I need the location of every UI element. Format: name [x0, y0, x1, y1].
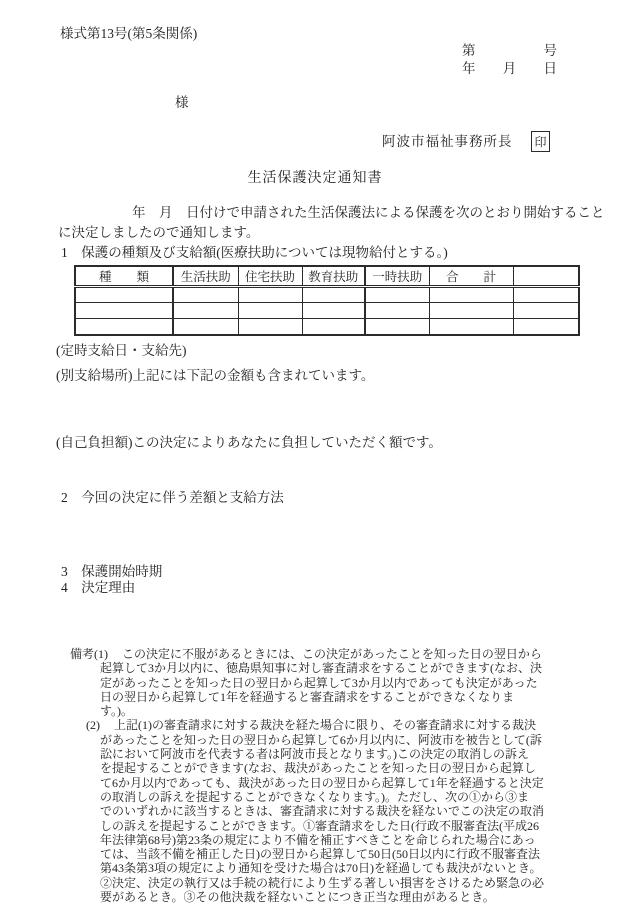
form-number: 様式第13号(第5条関係)	[60, 26, 198, 41]
table-cell	[513, 319, 579, 335]
date-day-label: 日	[543, 61, 557, 76]
note-scheduled-payment: (定時支給日・支給先)	[56, 343, 187, 358]
remark-1-line-3: 定があったことを知った日の翌日から起算して3か月以内であっても決定があった	[100, 675, 538, 690]
remark-2-line-10: ては、当該不備を補正した日)の翌日から起算して50日(50日以内に行政不服審査法	[100, 847, 540, 862]
remark-2-line-2: があったことを知った日の翌日から起算して6か月以内に、阿波市を被告として(訴	[100, 732, 542, 747]
remarks-section	[0, 647, 630, 904]
section-item-1: 1 保護の種類及び支給額(医療扶助については現物給付とする。)	[61, 245, 448, 260]
document-number-line	[462, 42, 557, 60]
section-item-3: 3 保護開始時期	[61, 564, 163, 579]
remark-2-line-6: の取消しの訴えを提起することができなくなります。)。ただし、次の①から③ま	[100, 789, 530, 804]
issuer-name: 阿波市福祉事務所長	[382, 134, 513, 149]
remark-1-number: (1)	[94, 647, 109, 661]
col-header-blank	[513, 266, 579, 287]
addressee-suffix: 様	[175, 95, 189, 110]
table-cell	[365, 319, 429, 335]
table-cell	[302, 287, 365, 303]
remark-2-line-3: 訟において阿波市を代表する者は阿波市長となります。)この決定の取消しの訴え	[100, 747, 530, 762]
col-header-housing-aid: 住宅扶助	[238, 266, 302, 287]
table-cell	[173, 303, 238, 319]
table-cell	[513, 303, 579, 319]
document-title: 生活保護決定通知書	[247, 171, 383, 186]
remark-2-line-1	[0, 718, 630, 732]
col-header-kind: 種 類	[75, 266, 173, 287]
remark-1-text: この決定に不服があるときには、この決定があったことを知った日の翌日から	[122, 647, 542, 661]
benefits-table	[74, 265, 580, 336]
table-cell	[238, 303, 302, 319]
table-cell	[429, 319, 513, 335]
table-cell	[429, 287, 513, 303]
col-header-livelihood-aid: 生活扶助	[173, 266, 238, 287]
doc-number-prefix: 第	[462, 43, 476, 58]
note-separate-payment: (別支給場所)上記には下記の金額も含まれています。	[56, 368, 375, 383]
table-cell	[429, 303, 513, 319]
remark-2-line-9: 年法律第68号)第23条の規定により不備を補正すべきことを命じられた場合にあっ	[100, 832, 536, 847]
intro-line-2: に決定しましたので通知します。	[58, 225, 260, 240]
table-cell	[75, 303, 173, 319]
intro-line-1: 年 月 日付けで申請された生活保護法による保護を次のとおり開始すること	[132, 205, 605, 220]
table-cell	[302, 303, 365, 319]
table-cell	[365, 303, 429, 319]
remark-2-line-5: て6か月以内であっても、裁決があった日の翌日から起算して1年を経過すると決定	[100, 775, 544, 790]
date-line	[462, 60, 557, 78]
remark-2-text: 上記(1)の審査請求に対する裁決を経た場合に限り、その審査請求に対する裁決	[114, 718, 536, 733]
table-cell	[238, 287, 302, 303]
seal-stamp: 印	[531, 131, 550, 152]
table-row	[75, 319, 579, 335]
table-header-row	[75, 266, 579, 287]
remark-2-line-12: ②決定、決定の執行又は手続の続行により生ずる著しい損害をさけるため緊急の必	[100, 875, 545, 890]
table-row	[75, 287, 579, 303]
col-header-education-aid: 教育扶助	[302, 266, 365, 287]
col-header-temporary-aid: 一時扶助	[365, 266, 429, 287]
remark-2-number: (2)	[86, 718, 100, 733]
remarks-label: 備考	[70, 647, 95, 661]
table-cell	[238, 319, 302, 335]
table-cell	[173, 319, 238, 335]
section-item-2: 2 今回の決定に伴う差額と支給方法	[61, 490, 284, 505]
section-item-4: 4 決定理由	[61, 580, 136, 595]
col-header-total: 合 計	[429, 266, 513, 287]
remark-1-line-4: 日の翌日から起算して1年を経過すると審査請求をすることができなくなりま	[100, 689, 515, 704]
remark-2-line-4: を提起することができます(なお、裁決があったことを知った日の翌日から起算し	[100, 761, 536, 776]
table-cell	[173, 287, 238, 303]
table-cell	[75, 287, 173, 303]
table-cell	[513, 287, 579, 303]
table-cell	[75, 319, 173, 335]
remark-2-line-13: 要があるとき。③その他決裁を経ないことにつき正当な理由があるとき。	[100, 890, 495, 905]
table-cell	[365, 287, 429, 303]
remark-1-line-2: 起算して3か月以内に、徳島県知事に対し審査請求をすることができます(なお、決	[100, 661, 542, 676]
date-year-label: 年	[462, 61, 476, 76]
table-cell	[302, 319, 365, 335]
date-month-label: 月	[502, 61, 517, 76]
table-row	[75, 303, 579, 319]
remark-1-line-5: す。)。	[100, 704, 134, 719]
document-number-block	[462, 42, 557, 78]
remark-2-line-8: しの訴えを提起することができます。①審査請求をした日(行政不服審査法(平成26	[100, 818, 540, 833]
remark-2-line-11: 第43条第3項の規定により通知を受けた場合は70日)を経過しても裁決がないとき。	[100, 861, 542, 876]
note-self-payment: (自己負担額)この決定によりあなたに負担していただく額です。	[56, 435, 442, 450]
remark-2-line-7: でのいずれかに該当するときは、審査請求に対する裁決を経ないでこの決定の取消	[100, 804, 545, 819]
remark-1-line-1	[0, 647, 630, 661]
doc-number-suffix: 号	[543, 43, 557, 58]
